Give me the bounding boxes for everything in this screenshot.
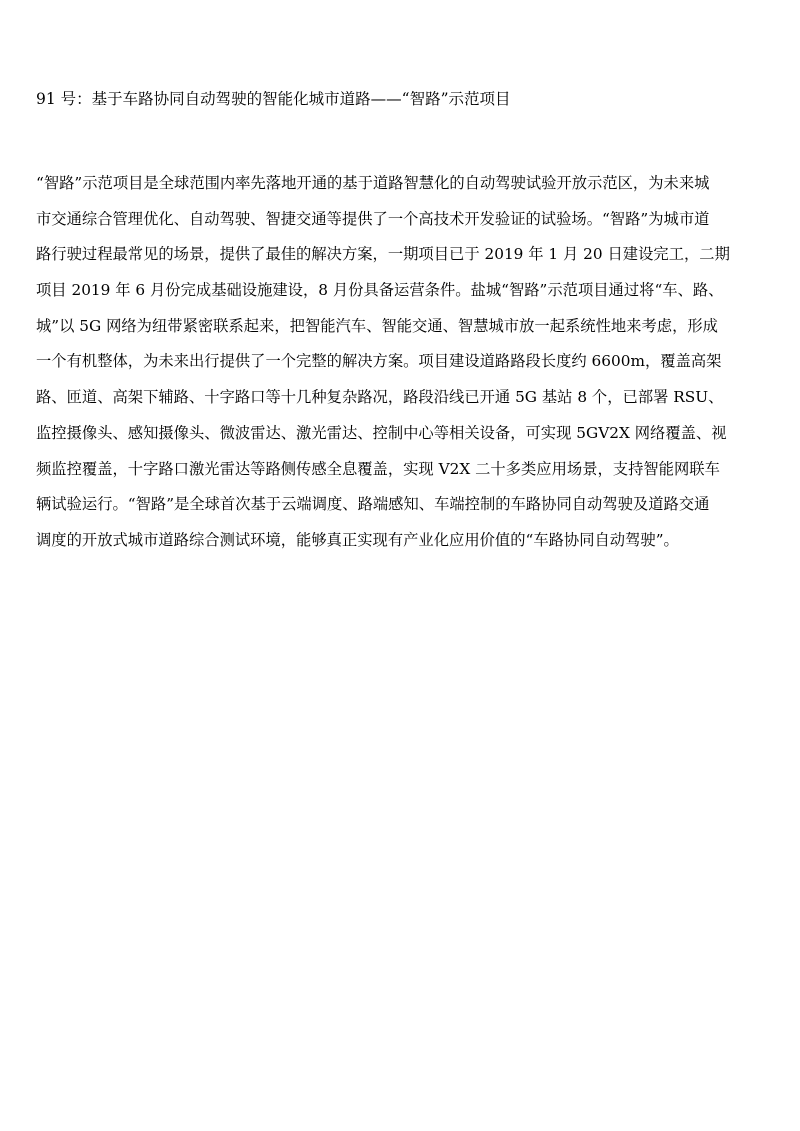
document-title: 91 号：基于车路协同自动驾驶的智能化城市道路——“智路”示范项目: [36, 90, 511, 108]
body-line: 辆试验运行。“智路”是全球首次基于云端调度、路端感知、车端控制的车路协同自动驾驶及道路交通: [36, 495, 710, 514]
body-line: 市交通综合管理优化、自动驾驶、智捷交通等提供了一个高技术开发验证的试验场。“智路”为城市道: [36, 209, 710, 228]
body-line: 项目 2019 年 6 月份完成基础设施建设，8 月份具备运营条件。盐城“智路”示范项目通过将“车、路、: [36, 281, 724, 300]
body-line: 城”以 5G 网络为纽带紧密联系起来，把智能汽车、智能交通、智慧城市放一起系统性地来考虑，形成: [36, 316, 718, 335]
body-line: 调度的开放式城市道路综合测试环境，能够真正实现有产业化应用价值的“车路协同自动驾驶”。: [36, 530, 679, 549]
document-body: [36, 166, 768, 559]
body-line: 一个有机整体，为未来出行提供了一个完整的解决方案。项目建设道路路段长度约 6600m，覆盖高架: [36, 352, 722, 371]
body-line: 路、匝道、高架下辅路、十字路口等十几种复杂路况，路段沿线已开通 5G 基站 8 个，已部署 RSU、: [36, 388, 724, 407]
body-line: “智路”示范项目是全球范围内率先落地开通的基于道路智慧化的自动驾驶试验开放示范区，为未来城: [36, 174, 710, 192]
body-line: 路行驶过程最常见的场景，提供了最佳的解决方案，一期项目已于 2019 年 1 月 20 日建设完工，二期: [36, 245, 730, 264]
body-line: 频监控覆盖，十字路口激光雷达等路侧传感全息覆盖，实现 V2X 二十多类应用场景，支持智能网联车: [36, 459, 720, 478]
body-line: 监控摄像头、感知摄像头、微波雷达、激光雷达、控制中心等相关设备，可实现 5GV2X 网络覆盖、视: [36, 423, 727, 442]
